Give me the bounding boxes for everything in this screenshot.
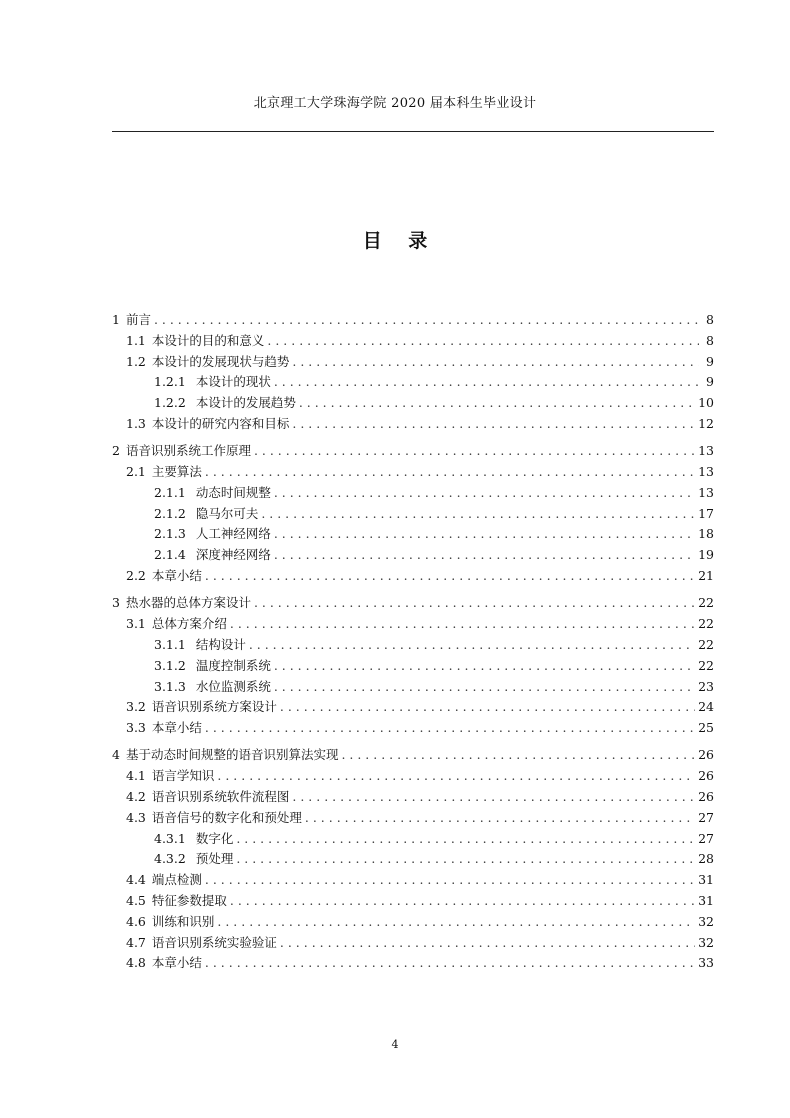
toc-entry-number: 1.2.1	[154, 374, 186, 390]
toc-dot-leader	[154, 310, 699, 331]
toc-entry-label: 水位监测系统	[195, 678, 271, 694]
toc-entry-label: 深度神经网络	[195, 547, 271, 563]
toc-dot-leader	[205, 718, 695, 739]
toc-dot-leader	[230, 614, 695, 635]
toc-dot-leader	[292, 352, 699, 373]
toc-entry-page: 10	[698, 395, 714, 411]
toc-entry-label: 本设计的目的和意义	[151, 332, 265, 348]
toc-entry-page: 22	[698, 616, 714, 632]
toc-entry[interactable]	[112, 808, 714, 829]
toc-entry-number: 4.2	[126, 789, 146, 805]
toc-entry-label: 动态时间规整	[195, 484, 271, 500]
toc-dot-leader	[236, 829, 695, 850]
toc-entry-page: 22	[698, 636, 714, 652]
toc-entry-page: 27	[698, 809, 714, 825]
toc-entry-page: 25	[698, 720, 714, 736]
toc-entry-page: 12	[698, 415, 714, 431]
toc-entry-number: 1.2	[126, 353, 146, 369]
toc-entry-number: 4.8	[126, 955, 146, 971]
toc-entry-page: 26	[698, 768, 714, 784]
toc-entry-page: 24	[698, 699, 714, 715]
toc-dot-leader	[274, 524, 695, 545]
toc-entry-label: 训练和识别	[151, 913, 215, 929]
toc-entry-page: 31	[698, 872, 714, 888]
toc-dot-leader	[292, 414, 695, 435]
toc-entry-page: 13	[698, 484, 714, 500]
toc-entry[interactable]	[112, 787, 714, 808]
toc-dot-leader	[249, 635, 695, 656]
toc-dot-leader	[292, 787, 695, 808]
toc-entry-label: 语音信号的数字化和预处理	[151, 809, 302, 825]
toc-entry[interactable]	[112, 849, 714, 870]
toc-entry-label: 热水器的总体方案设计	[125, 595, 251, 611]
toc-entry-number: 3.2	[126, 699, 146, 715]
toc-dot-leader	[205, 953, 695, 974]
toc-entry-page: 13	[698, 443, 714, 459]
page-title: 目 录	[362, 230, 438, 252]
toc-entry-page: 13	[698, 464, 714, 480]
toc-dot-leader	[261, 504, 695, 525]
toc-entry-label: 本设计的现状	[195, 374, 271, 390]
toc-entry[interactable]	[112, 372, 714, 393]
toc-entry-label: 本章小结	[151, 568, 202, 584]
toc-entry[interactable]	[112, 829, 714, 850]
toc-entry-number: 2.2	[126, 568, 146, 584]
toc-entry-number: 3.1.3	[154, 678, 186, 694]
toc-entry-number: 4.3.1	[154, 830, 186, 846]
toc-entry-number: 3.3	[126, 720, 146, 736]
toc-entry[interactable]	[112, 310, 714, 331]
toc-entry-page: 22	[698, 657, 714, 673]
toc-entry-page: 9	[706, 353, 714, 369]
toc-entry-page: 27	[698, 830, 714, 846]
toc-entry-label: 语音识别系统软件流程图	[151, 789, 290, 805]
toc-entry-label: 预处理	[195, 851, 234, 867]
toc-dot-leader	[274, 483, 695, 504]
toc-entry[interactable]	[112, 483, 714, 504]
toc-entry-number: 2.1.4	[154, 547, 186, 563]
toc-entry-page: 8	[706, 312, 714, 327]
toc-entry-label: 本设计的发展现状与趋势	[151, 353, 290, 369]
page-number: 4	[391, 1038, 399, 1051]
toc-entry-number: 4.5	[126, 893, 146, 909]
toc-entry-number: 4	[112, 747, 120, 763]
toc-entry-label: 前言	[125, 312, 151, 327]
toc-entry-page: 9	[706, 374, 714, 390]
toc-entry-number: 2	[112, 443, 120, 459]
toc-entry[interactable]	[112, 933, 714, 954]
toc-entry[interactable]	[112, 593, 714, 614]
toc-entry-number: 4.6	[126, 913, 146, 929]
toc-entry-label: 特征参数提取	[151, 893, 227, 909]
toc-dot-leader	[274, 677, 695, 698]
toc-entry-label: 主要算法	[151, 464, 202, 480]
toc-entry-page: 18	[698, 526, 714, 542]
toc-entry-page: 21	[698, 568, 714, 584]
toc-entry-number: 3.1	[126, 616, 146, 632]
toc-dot-leader	[217, 912, 695, 933]
toc-entry-page: 28	[698, 851, 714, 867]
toc-entry-page: 23	[698, 678, 714, 694]
toc-entry-label: 语言学知识	[151, 768, 215, 784]
toc-dot-leader	[236, 849, 695, 870]
toc-entry-page: 32	[698, 913, 714, 929]
toc-dot-leader	[299, 393, 695, 414]
toc-dot-leader	[230, 891, 695, 912]
toc-entry[interactable]	[112, 635, 714, 656]
toc-entry-number: 1.1	[126, 332, 146, 348]
toc-dot-leader	[205, 870, 695, 891]
toc-dot-leader	[217, 766, 695, 787]
toc-dot-leader	[274, 656, 695, 677]
toc-entry[interactable]	[112, 331, 714, 352]
toc-entry[interactable]	[112, 745, 714, 766]
toc-entry-label: 语音识别系统工作原理	[125, 443, 251, 459]
toc-entry-page: 22	[698, 595, 714, 611]
toc-dot-leader	[341, 745, 695, 766]
toc-entry-page: 8	[706, 332, 714, 348]
toc-entry-number: 1.3	[126, 415, 146, 431]
toc-entry-label: 语音识别系统实验验证	[151, 934, 277, 950]
toc-entry[interactable]	[112, 697, 714, 718]
toc-entry-number: 4.4	[126, 872, 146, 888]
toc-entry[interactable]	[112, 566, 714, 587]
toc-entry[interactable]	[112, 414, 714, 435]
toc-dot-leader	[254, 593, 695, 614]
toc-entry-number: 3.1.1	[154, 636, 186, 652]
toc-dot-leader	[305, 808, 695, 829]
toc-entry[interactable]	[112, 614, 714, 635]
toc-entry-number: 4.3.2	[154, 851, 186, 867]
toc-entry-number: 3.1.2	[154, 657, 186, 673]
running-header: 北京理工大学珠海学院 2020 届本科生毕业设计	[253, 96, 537, 111]
toc-entry-number: 1.2.2	[154, 395, 186, 411]
toc-entry[interactable]	[112, 393, 714, 414]
toc-entry-page: 19	[698, 547, 714, 563]
toc-entry-label: 端点检测	[151, 872, 202, 888]
toc-entry[interactable]	[112, 766, 714, 787]
toc-entry[interactable]	[112, 912, 714, 933]
toc-entry-label: 基于动态时间规整的语音识别算法实现	[125, 747, 339, 763]
toc-dot-leader	[280, 933, 695, 954]
toc-entry-number: 3	[112, 595, 120, 611]
toc-entry[interactable]	[112, 352, 714, 373]
toc-entry-number: 2.1	[126, 464, 146, 480]
toc-entry-page: 26	[698, 747, 714, 763]
toc-dot-leader	[274, 372, 699, 393]
toc-entry-label: 本章小结	[151, 720, 202, 736]
toc-entry-number: 1	[112, 312, 120, 327]
toc-entry-label: 本设计的研究内容和目标	[151, 415, 290, 431]
toc-entry-number: 2.1.1	[154, 484, 186, 500]
toc-dot-leader	[280, 697, 695, 718]
toc-entry[interactable]	[112, 545, 714, 566]
toc-entry-page: 26	[698, 789, 714, 805]
toc-entry[interactable]	[112, 718, 714, 739]
toc-entry[interactable]	[112, 504, 714, 525]
toc-entry-label: 隐马尔可夫	[195, 505, 259, 521]
toc-entry-page: 17	[698, 505, 714, 521]
toc-entry-label: 人工神经网络	[195, 526, 271, 542]
toc-dot-leader	[267, 331, 699, 352]
header-divider	[112, 131, 714, 132]
toc-entry-label: 总体方案介绍	[151, 616, 227, 632]
toc-entry-number: 2.1.2	[154, 505, 186, 521]
toc-dot-leader	[254, 441, 695, 462]
toc-entry[interactable]	[112, 677, 714, 698]
toc-entry-page: 31	[698, 893, 714, 909]
toc-entry[interactable]	[112, 870, 714, 891]
toc-entry-label: 本章小结	[151, 955, 202, 971]
toc-entry-number: 2.1.3	[154, 526, 186, 542]
toc-dot-leader	[205, 462, 695, 483]
toc-entry[interactable]	[112, 441, 714, 462]
toc-entry-page: 32	[698, 934, 714, 950]
toc-dot-leader	[205, 566, 695, 587]
toc-entry-label: 语音识别系统方案设计	[151, 699, 277, 715]
toc-entry-number: 4.3	[126, 809, 146, 825]
toc-entry[interactable]	[112, 953, 714, 974]
toc-entry-page: 33	[698, 955, 714, 971]
toc-dot-leader	[274, 545, 695, 566]
toc-entry-label: 结构设计	[195, 636, 246, 652]
toc-entry-label: 本设计的发展趋势	[195, 395, 296, 411]
toc-entry[interactable]	[112, 891, 714, 912]
toc-entry[interactable]	[112, 524, 714, 545]
toc-entry[interactable]	[112, 656, 714, 677]
toc-entry[interactable]	[112, 462, 714, 483]
toc-entry-label: 温度控制系统	[195, 657, 271, 673]
toc-entry-number: 4.1	[126, 768, 146, 784]
toc-entry-label: 数字化	[195, 830, 234, 846]
table-of-contents	[112, 310, 714, 974]
toc-entry-number: 4.7	[126, 934, 146, 950]
